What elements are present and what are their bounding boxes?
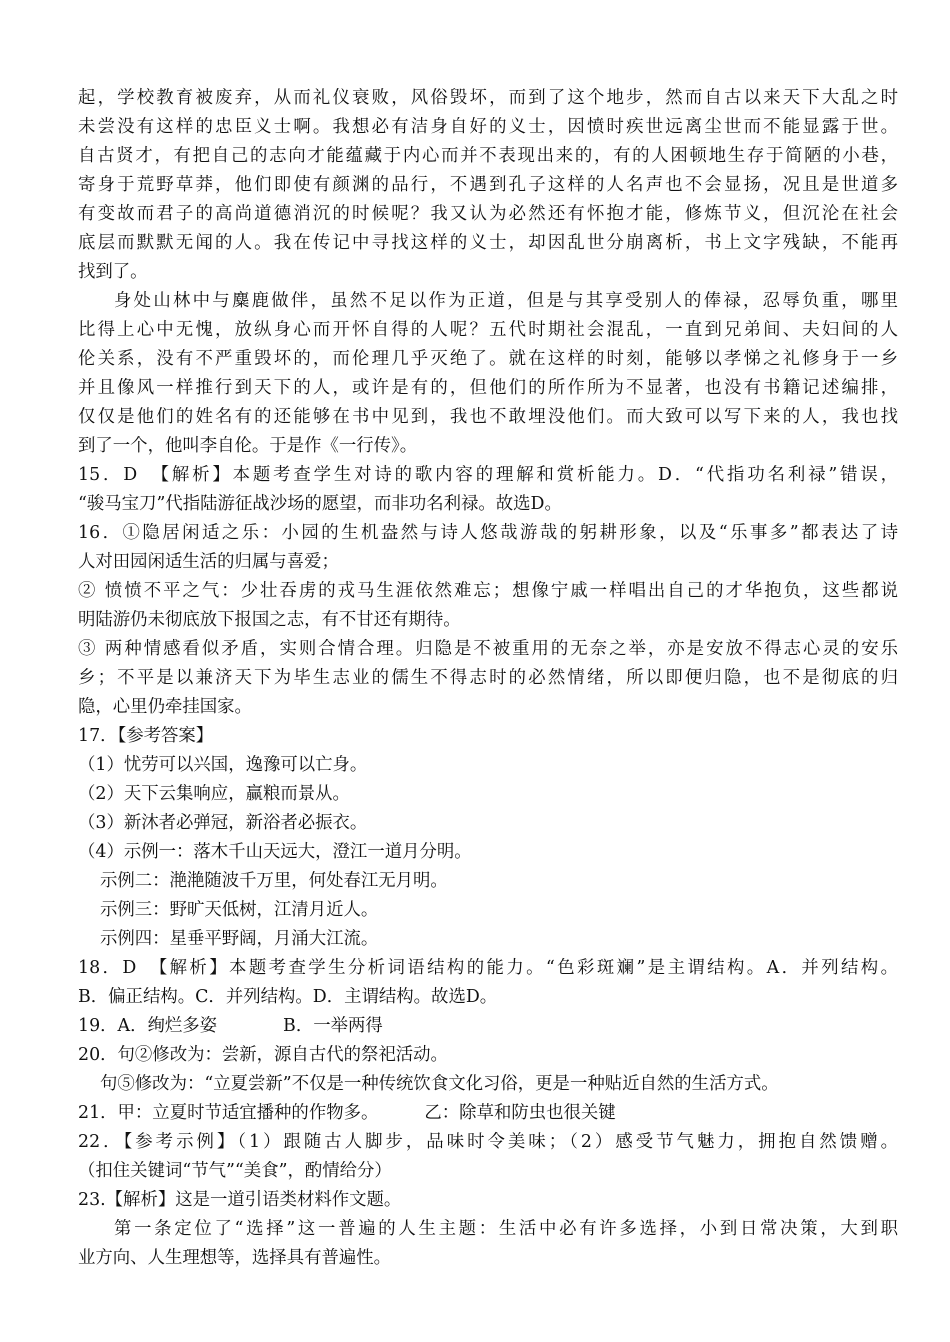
answer-19-b: B．一举两得 [283,1016,383,1036]
answer-15-line: “骏马宝刀”代指陆游征战沙场的愿望，而非功名利禄。故选D。 [78,494,562,514]
text-line: 寄身于荒野草莽，他们即使有颜渊的品行，不遇到孔子这样的人名声也不会显扬，况且是世道多 [78,175,898,195]
text-line: 起，学校教育被废弃，从而礼仪衰败，风俗毁坏，而到了这个地步，然而自古以来天下大乱之时 [78,88,898,108]
text-line: 未尝没有这样的忠臣义士啊。我想必有洁身自好的义士，因愤时疾世远离尘世而不能显露于世。 [78,117,898,137]
answer-19-a: 19．A．绚烂多姿 [78,1016,218,1036]
answer-17-line: （2）天下云集响应，赢粮而景从。 [78,784,350,804]
answer-16-line: 乡；不平是以兼济天下为毕生志业的儒生不得志时的必然情绪，所以即便归隐，也不是彻底的归 [78,668,898,688]
text-line: 自古贤才，有把自己的志向才能蕴藏于内心而并不表现出来的，有的人困顿地生存于简陋的小巷， [78,146,898,166]
answer-22-line: 22．【参考示例】（1）跟随古人脚步，品味时令美味；（2）感受节气魅力，拥抱自然馈赠。 [78,1132,898,1152]
answer-23-line: 业方向、人生理想等，选择具有普遍性。 [78,1248,392,1268]
answer-15-line: 15．D 【解析】本题考查学生对诗的歌内容的理解和赏析能力。D．“代指功名利禄”错误， [78,465,898,485]
answer-17-line: （3）新沐者必弹冠，新浴者必振衣。 [78,813,368,833]
text-line: 找到了。 [78,262,148,282]
text-line: 底层而默默无闻的人。我在传记中寻找这样的义士，却因乱世分崩离析，书上文字残缺，不能再 [78,233,898,253]
text-line: 有变故而君子的高尚道德消沉的时候呢？我又认为必然还有怀抱才能，修炼节义，但沉沦在社会 [78,204,898,224]
answer-23-line: 23.【解析】这是一道引语类材料作文题。 [78,1190,402,1210]
answer-22-line: （扣住关键词“节气”“美食”，酌情给分） [78,1161,392,1181]
answer-17-example: 示例三：野旷天低树，江清月近人。 [100,900,379,920]
answer-20-line: 句⑤修改为：“立夏尝新”不仅是一种传统饮食文化习俗，更是一种贴近自然的生活方式。 [100,1074,779,1094]
answer-17-heading: 17．【参考答案】 [78,726,214,746]
answer-17-line: （4）示例一：落木千山天远大，澄江一道月分明。 [78,842,472,862]
answer-16-line: 明陆游仍未彻底放下报国之志，有不甘还有期待。 [78,610,461,630]
text-line: 身处山林中与麋鹿做伴，虽然不足以作为正道，但是与其享受别人的俸禄，忍辱负重，哪里 [114,291,898,311]
answer-17-example: 示例二：滟滟随波千万里，何处春江无月明。 [100,871,448,891]
answer-20-line: 20．句②修改为：尝新，源自古代的祭祀活动。 [78,1045,448,1065]
answer-21-a: 21．甲：立夏时节适宜播种的作物多。 [78,1103,379,1123]
answer-16-line: 人对田园闲适生活的归属与喜爱； [78,552,339,572]
answer-21-line [78,1099,898,1128]
answer-16-line: 16．①隐居闲适之乐：小园的生机盎然与诗人悠哉游哉的躬耕形象，以及“乐事多”都表达了诗 [78,523,898,543]
answer-16-line: 隐，心里仍牵挂国家。 [78,697,252,717]
answer-19-line [78,1012,898,1041]
answer-16-line: ② 愤愤不平之气：少壮吞虏的戎马生涯依然难忘；想像宁戚一样唱出自己的才华抱负，这些都说 [78,581,898,601]
answer-23-line: 第一条定位了“选择”这一普遍的人生主题：生活中必有许多选择，小到日常决策，大到职 [114,1219,898,1239]
answer-18-line: B．偏正结构。C．并列结构。D．主谓结构。故选D。 [78,987,498,1007]
text-line: 仅仅是他们的姓名有的还能够在书中见到，我也不敢埋没他们。而大致可以写下来的人，我也找 [78,407,898,427]
answer-18-line: 18．D 【解析】本题考查学生分析词语结构的能力。“色彩斑斓”是主谓结构。A．并列结构。 [78,958,898,978]
text-line: 比得上心中无愧，放纵身心而开怀自得的人呢？五代时期社会混乱，一直到兄弟间、夫妇间的人 [78,320,898,340]
answer-17-line: （1）忧劳可以兴国，逸豫可以亡身。 [78,755,368,775]
text-line: 到了一个，他叫李自伦。于是作《一行传》。 [78,436,418,456]
document-page [78,84,898,1273]
text-line: 并且像风一样推行到天下的人，或许是有的，但他们的所作所为不显著，也没有书籍记述编排， [78,378,898,398]
answer-17-example: 示例四：星垂平野阔，月涌大江流。 [100,929,379,949]
text-line: 伦关系，没有不严重毁坏的，而伦理几乎灭绝了。就在这样的时刻，能够以孝悌之礼修身于一乡 [78,349,898,369]
answer-21-b: 乙：除草和防虫也很关键 [424,1103,616,1123]
answer-16-line: ③ 两种情感看似矛盾，实则合情合理。归隐是不被重用的无奈之举，亦是安放不得志心灵的安乐 [78,639,898,659]
